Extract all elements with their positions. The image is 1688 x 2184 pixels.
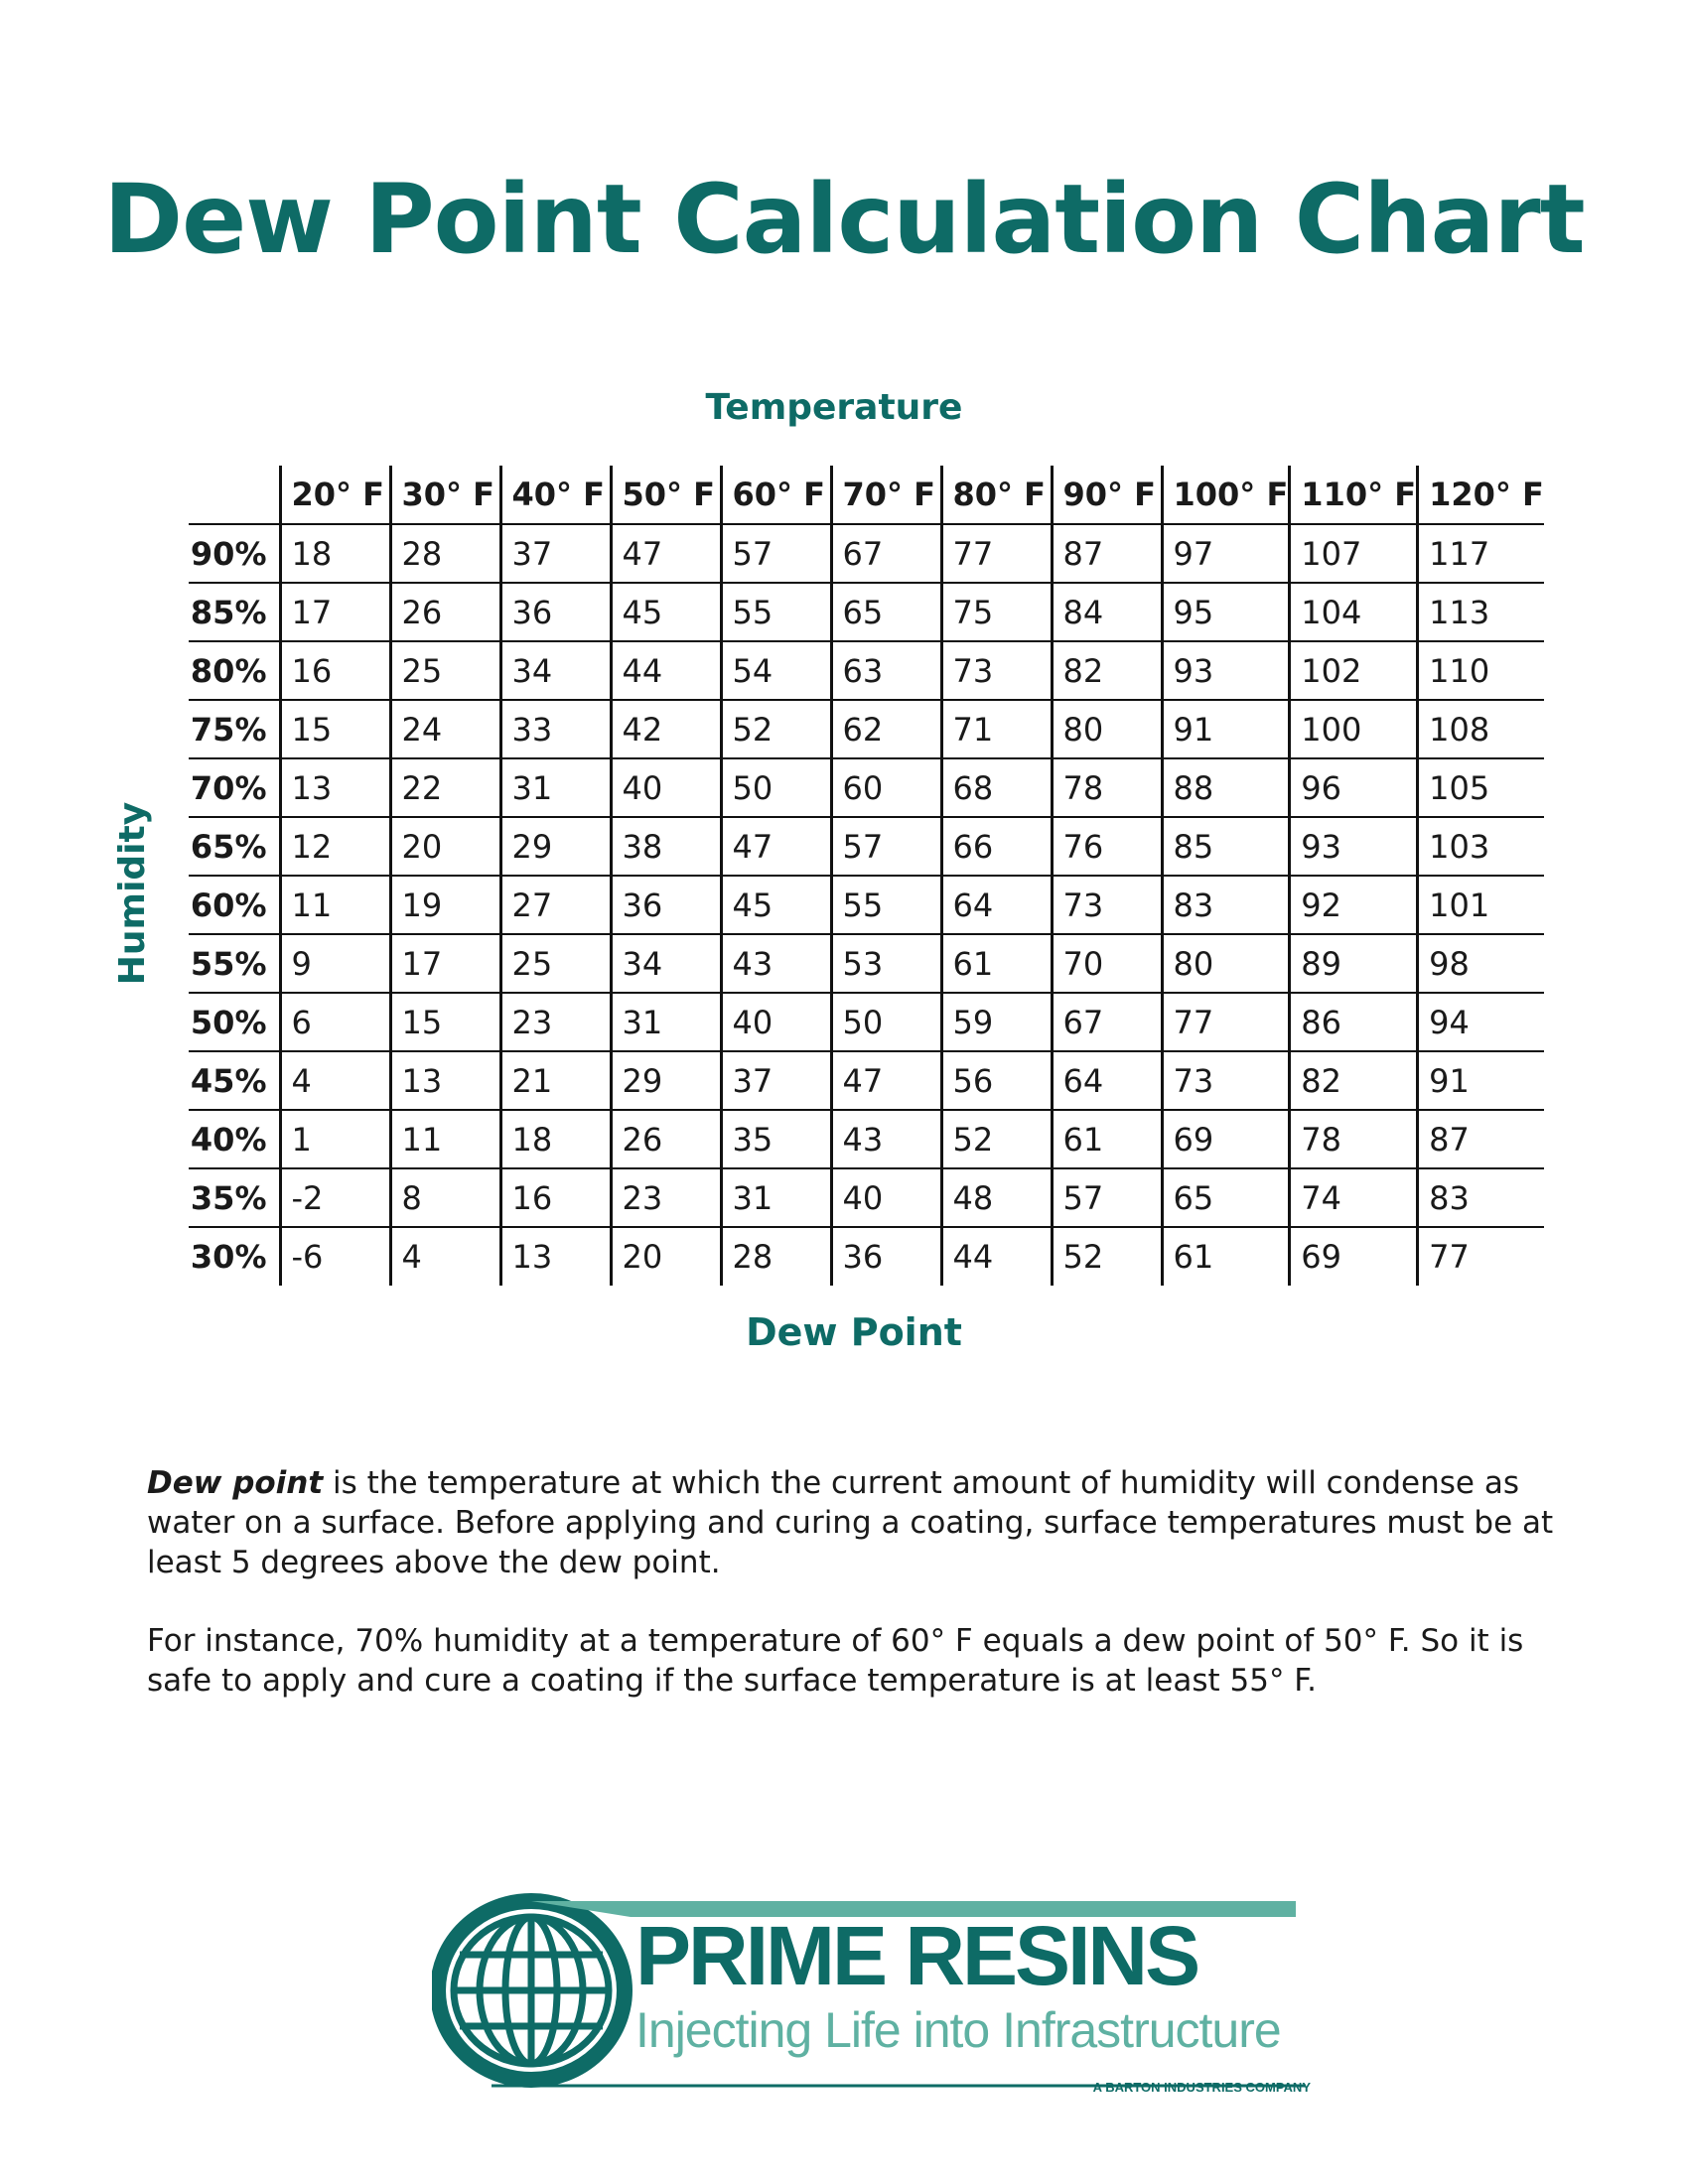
table-cell: 80 [1052,700,1162,758]
table-cell: 65 [831,583,941,641]
table-cell: 105 [1418,758,1544,817]
table-cell: 47 [611,524,721,583]
table-cell: 29 [611,1051,721,1110]
table-cell: 27 [500,876,611,934]
table-cell: 8 [390,1168,500,1227]
logo-name: PRIME RESINS [635,1909,1198,2002]
row-header: 90% [189,524,280,583]
table-row [189,876,1544,934]
table-body [189,524,1544,1286]
table-cell: 60 [831,758,941,817]
table-cell: 40 [611,758,721,817]
table-cell: 36 [831,1227,941,1286]
table-cell: 9 [280,934,390,993]
table-cell: 85 [1162,817,1290,876]
table-cell: 64 [941,876,1052,934]
corner-cell [189,466,280,524]
table-cell: 83 [1418,1168,1544,1227]
table-cell: 42 [611,700,721,758]
table-cell: 50 [831,993,941,1051]
table-cell: 34 [500,641,611,700]
column-header: 50° F [611,466,721,524]
table-cell: 12 [280,817,390,876]
table-cell: 24 [390,700,500,758]
table-cell: 80 [1162,934,1290,993]
table-cell: 87 [1418,1110,1544,1168]
table-cell: 73 [1162,1051,1290,1110]
table-cell: 25 [390,641,500,700]
column-header: 110° F [1290,466,1418,524]
table-cell: 77 [1418,1227,1544,1286]
table-cell: 21 [500,1051,611,1110]
table-cell: 4 [390,1227,500,1286]
dew-point-axis-label: Dew Point [746,1310,962,1354]
table-cell: 15 [280,700,390,758]
table-cell: 84 [1052,583,1162,641]
table-cell: 13 [390,1051,500,1110]
table-cell: 98 [1418,934,1544,993]
table-cell: 36 [611,876,721,934]
table-cell: 100 [1290,700,1418,758]
table-cell: 54 [721,641,831,700]
table-cell: 47 [721,817,831,876]
table-row [189,524,1544,583]
table-cell: 89 [1290,934,1418,993]
table-cell: 55 [721,583,831,641]
table-cell: 102 [1290,641,1418,700]
logo-tagline: Injecting Life into Infrastructure [635,2002,1281,2058]
table-cell: 25 [500,934,611,993]
row-header: 45% [189,1051,280,1110]
table-cell: 31 [611,993,721,1051]
table-cell: 61 [1162,1227,1290,1286]
table-cell: 43 [831,1110,941,1168]
table-cell: 17 [390,934,500,993]
row-header: 55% [189,934,280,993]
table-cell: 29 [500,817,611,876]
definition-paragraph [147,1463,1557,1582]
row-header: 35% [189,1168,280,1227]
table-cell: 113 [1418,583,1544,641]
table-cell: 82 [1290,1051,1418,1110]
table-cell: 4 [280,1051,390,1110]
table-cell: 103 [1418,817,1544,876]
table-row [189,1051,1544,1110]
table-cell: 26 [611,1110,721,1168]
table-row [189,1110,1544,1168]
table-cell: 74 [1290,1168,1418,1227]
table-cell: 15 [390,993,500,1051]
table-cell: 57 [721,524,831,583]
table-cell: 104 [1290,583,1418,641]
column-header: 70° F [831,466,941,524]
table-cell: 36 [500,583,611,641]
table-cell: 37 [721,1051,831,1110]
table-cell: 86 [1290,993,1418,1051]
table-cell: 40 [831,1168,941,1227]
table-cell: 117 [1418,524,1544,583]
dew-point-table [189,466,1544,1286]
column-header: 30° F [390,466,500,524]
column-header: 40° F [500,466,611,524]
row-header: 70% [189,758,280,817]
table-cell: 88 [1162,758,1290,817]
table-cell: 78 [1052,758,1162,817]
table-cell: 37 [500,524,611,583]
table-cell: 69 [1290,1227,1418,1286]
table-cell: 50 [721,758,831,817]
table-cell: 97 [1162,524,1290,583]
table-cell: 31 [500,758,611,817]
table-cell: 43 [721,934,831,993]
table-row [189,758,1544,817]
table-cell: 67 [831,524,941,583]
table-cell: 87 [1052,524,1162,583]
table-cell: 44 [611,641,721,700]
row-header: 85% [189,583,280,641]
row-header: 40% [189,1110,280,1168]
header-row [189,466,1544,524]
table-cell: 94 [1418,993,1544,1051]
table-row [189,700,1544,758]
column-header: 80° F [941,466,1052,524]
table-cell: 76 [1052,817,1162,876]
example-paragraph: For instance, 70% humidity at a temperature of 60° F equals a dew point of 50° F. So it is safe to apply and cure a coating if the surface temperature is at least 55° F. [147,1623,1524,1699]
table-cell: 35 [721,1110,831,1168]
table-cell: 93 [1290,817,1418,876]
table-cell: 28 [721,1227,831,1286]
table-cell: 110 [1418,641,1544,700]
table-cell: 26 [390,583,500,641]
table-cell: 61 [1052,1110,1162,1168]
table-cell: 57 [1052,1168,1162,1227]
table-cell: -6 [280,1227,390,1286]
table-cell: 73 [941,641,1052,700]
column-header: 20° F [280,466,390,524]
table-cell: 48 [941,1168,1052,1227]
table-row [189,1227,1544,1286]
table-cell: 20 [390,817,500,876]
dew-point-term: Dew point [147,1465,324,1501]
table-cell: 19 [390,876,500,934]
table-cell: -2 [280,1168,390,1227]
table-cell: 93 [1162,641,1290,700]
table-cell: 92 [1290,876,1418,934]
table-row [189,934,1544,993]
table-cell: 67 [1052,993,1162,1051]
table-cell: 83 [1162,876,1290,934]
table-cell: 40 [721,993,831,1051]
table-cell: 6 [280,993,390,1051]
table-cell: 70 [1052,934,1162,993]
table-row [189,641,1544,700]
table-cell: 61 [941,934,1052,993]
row-header: 80% [189,641,280,700]
table-cell: 95 [1162,583,1290,641]
column-header: 120° F [1418,466,1544,524]
table-row [189,817,1544,876]
row-header: 30% [189,1227,280,1286]
table-cell: 52 [941,1110,1052,1168]
table-row [189,583,1544,641]
table-cell: 45 [611,583,721,641]
table-cell: 53 [831,934,941,993]
table-cell: 52 [721,700,831,758]
table-cell: 77 [1162,993,1290,1051]
table-cell: 82 [1052,641,1162,700]
logo-company: A BARTON INDUSTRIES COMPANY [1092,2080,1311,2095]
column-header: 90° F [1052,466,1162,524]
table-cell: 13 [500,1227,611,1286]
row-header: 50% [189,993,280,1051]
table-cell: 22 [390,758,500,817]
table-cell: 57 [831,817,941,876]
table-cell: 71 [941,700,1052,758]
table-cell: 55 [831,876,941,934]
humidity-axis-label: Humidity [112,801,153,986]
table-cell: 68 [941,758,1052,817]
table-cell: 34 [611,934,721,993]
table-cell: 101 [1418,876,1544,934]
table-cell: 63 [831,641,941,700]
table-cell: 62 [831,700,941,758]
table-cell: 18 [280,524,390,583]
temperature-axis-label: Temperature [705,387,963,428]
page-title: Dew Point Calculation Chart [103,164,1585,275]
table-cell: 47 [831,1051,941,1110]
table-cell: 31 [721,1168,831,1227]
table-cell: 56 [941,1051,1052,1110]
table-cell: 108 [1418,700,1544,758]
table-cell: 96 [1290,758,1418,817]
column-header: 60° F [721,466,831,524]
table-cell: 66 [941,817,1052,876]
row-header: 75% [189,700,280,758]
table-cell: 13 [280,758,390,817]
table-cell: 75 [941,583,1052,641]
table-cell: 77 [941,524,1052,583]
table-cell: 91 [1418,1051,1544,1110]
table-cell: 1 [280,1110,390,1168]
table-cell: 69 [1162,1110,1290,1168]
table-cell: 23 [500,993,611,1051]
row-header: 60% [189,876,280,934]
table-cell: 16 [500,1168,611,1227]
table-cell: 20 [611,1227,721,1286]
table-cell: 44 [941,1227,1052,1286]
table-cell: 33 [500,700,611,758]
table-row [189,1168,1544,1227]
table-cell: 28 [390,524,500,583]
table-cell: 45 [721,876,831,934]
definition-text: is the temperature at which the current amount of humidity will condense as water on a surface. Before applying and curing a coating, surface temperatures must be at least 5 degrees above the dew point. [147,1465,1554,1580]
table-cell: 11 [390,1110,500,1168]
table-cell: 59 [941,993,1052,1051]
table-cell: 17 [280,583,390,641]
table-cell: 52 [1052,1227,1162,1286]
table-cell: 16 [280,641,390,700]
table-cell: 78 [1290,1110,1418,1168]
table-cell: 18 [500,1110,611,1168]
table-cell: 91 [1162,700,1290,758]
table-cell: 23 [611,1168,721,1227]
table-cell: 107 [1290,524,1418,583]
table-row [189,993,1544,1051]
table-cell: 65 [1162,1168,1290,1227]
column-header: 100° F [1162,466,1290,524]
table-cell: 11 [280,876,390,934]
row-header: 65% [189,817,280,876]
table-cell: 64 [1052,1051,1162,1110]
table-cell: 38 [611,817,721,876]
table-cell: 73 [1052,876,1162,934]
